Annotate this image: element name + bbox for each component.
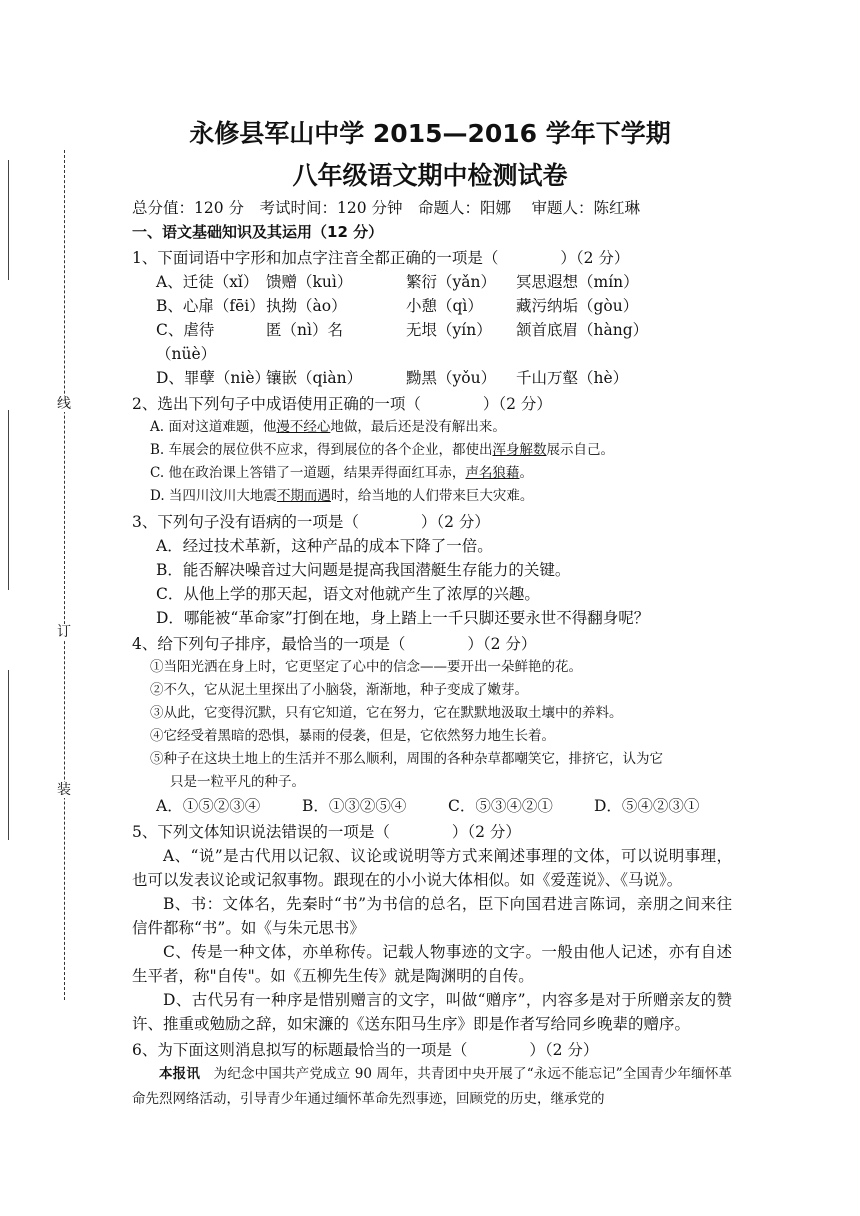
q4-sentence-5-cont: 只是一粒平凡的种子。	[170, 774, 305, 790]
q1-c-word3: 无垠（yín）	[406, 321, 492, 339]
q2-d-text-end: 时，给当地的人们带来巨大灾难。	[330, 488, 534, 504]
q1-d-word3: 黝黑（yǒu）	[406, 369, 497, 387]
q5-option-b: B、书：文体名，先秦时“书”为书信的总名，臣下向国君进言陈词，亲朋之间来往信件都称“书”。如《与朱元思书》	[132, 895, 732, 937]
q4-sentence-2: ②不久，它从泥土里探出了小脑袋，渐渐地，种子变成了嫩芽。	[150, 682, 528, 698]
q1-option-a	[132, 270, 732, 294]
q1-b-word4: 藏污纳垢（gòu）	[516, 297, 639, 315]
q1-d-word4: 千山万壑（hè）	[516, 369, 629, 387]
q2-a-text-end: 地做，最后还是没有解出来。	[330, 419, 506, 435]
q1-b-word1: B、心扉（fēi）	[156, 297, 265, 315]
binding-mark-xian: 线	[57, 396, 71, 412]
q1-a-word3: 繁衍（yǎn）	[406, 273, 496, 291]
question-4-stem: 4、给下列句子排序，最恰当的一项是（ ）（2 分）	[132, 635, 537, 653]
q4-option-a: A．①⑤②③④	[156, 797, 261, 815]
q4-option-b: B．①③②⑤④	[302, 797, 407, 815]
exam-body	[132, 196, 732, 1112]
exam-meta: 总分值：120 分 考试时间：120 分钟 命题人：阳娜 审题人：陈红琳	[132, 199, 640, 217]
q1-b-word3: 小憩（qì）	[406, 297, 483, 315]
q1-a-word4: 冥思遐想（mín）	[516, 273, 639, 291]
q1-c-word1: C、虐待（nüè）	[156, 321, 217, 363]
q2-c-text-end: 。	[519, 465, 533, 481]
q6-news-passage	[132, 1062, 732, 1112]
binding-field-line	[8, 410, 9, 590]
q4-sentence-1: ①当阳光洒在身上时，它更坚定了心中的信念——要开出一朵鲜艳的花。	[150, 659, 582, 675]
q1-d-word2: 镶嵌（qiàn）	[266, 369, 363, 387]
q4-option-d: D．⑤④②③①	[594, 797, 700, 815]
section-heading: 一、语文基础知识及其运用（12 分）	[132, 223, 384, 241]
q2-a-idiom: 漫不经心	[276, 419, 331, 435]
binding-dashed-line	[64, 150, 65, 1000]
q2-b-text-end: 展示自己。	[546, 442, 615, 458]
binding-margin	[0, 150, 92, 1030]
q2-c-idiom: 声名狼藉	[465, 465, 520, 481]
question-1-stem: 1、下面词语中字形和加点字注音全都正确的一项是（ ）（2 分）	[132, 249, 630, 267]
question-5-stem: 5、下列文体知识说法错误的一项是（ ）（2 分）	[132, 823, 521, 841]
q1-option-d	[132, 366, 732, 390]
q3-option-d: D．哪能被“革命家”打倒在地，身上踏上一千只脚还要永世不得翻身呢？	[156, 609, 650, 627]
question-3-stem: 3、下列句子没有语病的一项是（ ）（2 分）	[132, 513, 490, 531]
q2-b-text: B. 车展会的展位供不应求，得到展位的各个企业，都使出	[150, 442, 493, 458]
q4-sentence-4: ④它经受着黑暗的恐惧，暴雨的侵袭，但是，它依然努力地生长着。	[150, 728, 555, 744]
q5-option-c: C、传是一种文体，亦单称传。记载人物事迹的文字。一般由他人记述，亦有自述生平者，称"自传"。如《五柳先生传》就是陶渊明的自传。	[132, 943, 732, 985]
question-2-stem: 2、选出下列句子中成语使用正确的一项（ ）（2 分）	[132, 395, 552, 413]
q4-option-c: C．⑤③④②①	[448, 797, 553, 815]
q2-option-b	[132, 439, 732, 462]
binding-field-line	[8, 670, 9, 840]
q1-c-word2: 匿（nì）名	[266, 321, 343, 339]
exam-subtitle: 八年级语文期中检测试卷	[292, 161, 568, 190]
exam-title: 永修县军山中学 2015—2016 学年下学期	[189, 119, 671, 148]
q6-news-head: 本报讯	[159, 1066, 200, 1082]
q6-news-body: 为纪念中国共产党成立 90 周年，共青团中央开展了“永远不能忘记”全国青少年缅怀革命先烈网络活动，引导青少年通过缅怀革命先烈事迹，回顾党的历史，继承党的	[132, 1066, 732, 1107]
q5-option-a: A、“说”是古代用以记叙、议论或说明等方式来阐述事理的文体，可以说明事理，也可以发表议论或记叙事物。跟现在的小小说大体相似。如《爱莲说》、《马说》。	[132, 847, 732, 889]
q1-d-word1: D、罪孽（niè）	[156, 369, 271, 387]
q3-option-c: C．从他上学的那天起，语文对他就产生了浓厚的兴趣。	[156, 585, 540, 603]
q2-d-idiom: 不期而遇	[276, 488, 331, 504]
q2-option-a	[132, 416, 732, 439]
q3-option-a: A．经过技术革新，这种产品的成本下降了一倍。	[156, 537, 493, 555]
q2-b-idiom: 浑身解数	[492, 442, 547, 458]
q1-option-b	[132, 294, 732, 318]
q2-d-text: D. 当四川汶川大地震	[150, 488, 277, 504]
q5-option-d: D、古代另有一种序是惜别赠言的文字，叫做“赠序”，内容多是对于所赠亲友的赞许、推重或勉励之辞，如宋濂的《送东阳马生序》即是作者写给同乡晚辈的赠序。	[132, 991, 732, 1033]
binding-mark-ding: 订	[57, 624, 71, 640]
q3-option-b: B．能否解决噪音过大问题是提高我国潜艇生存能力的关键。	[156, 561, 571, 579]
q4-sentence-5: ⑤种子在这块土地上的生活并不那么顺利，周围的各种杂草都嘲笑它，排挤它，认为它	[150, 751, 663, 767]
q1-a-word1: A、迁徒（xǐ）	[156, 273, 259, 291]
q1-c-word4: 颔首底眉（hàng）	[516, 321, 649, 339]
question-6-stem: 6、为下面这则消息拟写的标题最恰当的一项是（ ）（2 分）	[132, 1041, 599, 1059]
q1-b-word2: 执拗（ào）	[266, 297, 347, 315]
q1-option-c	[132, 318, 732, 366]
q4-options	[132, 794, 732, 818]
q2-option-c	[132, 462, 732, 485]
q2-option-d	[132, 485, 732, 508]
q4-sentence-3: ③从此，它变得沉默，只有它知道，它在努力，它在默默地汲取土壤中的养料。	[150, 705, 623, 721]
q2-a-text: A. 面对这道难题，他	[150, 419, 277, 435]
q1-a-word2: 馈赠（kuì）	[266, 273, 353, 291]
binding-mark-zhuang: 装	[57, 782, 71, 798]
q2-c-text: C. 他在政治课上答错了一道题，结果弄得面红耳赤，	[150, 465, 466, 481]
